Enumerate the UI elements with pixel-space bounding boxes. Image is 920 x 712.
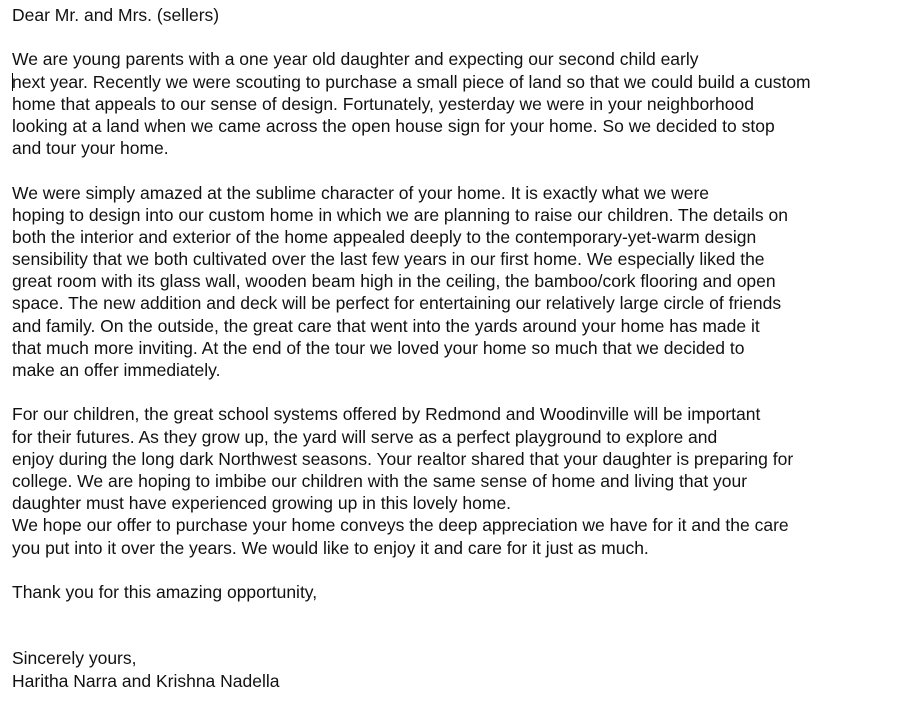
closing-line: Sincerely yours,	[12, 648, 137, 669]
paragraph-2-line-3: both the interior and exterior of the home appealed deeply to the contemporary-yet-warm design	[12, 226, 757, 247]
paragraph-1	[12, 48, 912, 159]
paragraph-2-line-9: make an offer immediately.	[12, 360, 221, 380]
letter-body[interactable]	[12, 4, 912, 692]
paragraph-3	[12, 403, 912, 514]
blank-line	[12, 159, 912, 181]
signature-line: Haritha Narra and Krishna Nadella	[12, 670, 280, 691]
blank-line	[12, 603, 912, 625]
paragraph-3-line-3: enjoy during the long dark Northwest seasons. Your realtor shared that your daughter is preparing for	[12, 448, 794, 469]
paragraph-1-line-2: next year. Recently we were scouting to purchase a small piece of land so that we could build a custom	[12, 71, 811, 92]
paragraph-2	[12, 182, 912, 382]
thanks-line: Thank you for this amazing opportunity,	[12, 581, 318, 602]
blank-line	[12, 559, 912, 581]
paragraph-2-line-6: space. The new addition and deck will be perfect for entertaining our relatively large circle of friends	[12, 293, 782, 314]
salutation: Dear Mr. and Mrs. (sellers)	[12, 5, 220, 25]
paragraph-2-line-2: hoping to design into our custom home in which we are planning to raise our children. The details on	[12, 204, 788, 225]
blank-line	[12, 26, 912, 48]
blank-line	[12, 625, 912, 647]
paragraph-2-line-5: great room with its glass wall, wooden beam high in the ceiling, the bamboo/cork flooring and open	[12, 271, 776, 292]
paragraph-1-line-1: We are young parents with a one year old daughter and expecting our second child early	[12, 49, 699, 70]
paragraph-2-line-7: and family. On the outside, the great care that went into the yards around your home has made it	[12, 315, 760, 336]
paragraph-3-line-4: college. We are hoping to imbibe our children with the same sense of home and living that your	[12, 470, 748, 491]
blank-line	[12, 381, 912, 403]
paragraph-1-line-3: home that appeals to our sense of design. Fortunately, yesterday we were in your neighborhood	[12, 93, 754, 114]
paragraph-4-line-1: We hope our offer to purchase your home conveys the deep appreciation we have for it and the care	[12, 515, 789, 536]
paragraph-3-line-1: For our children, the great school systems offered by Redmond and Woodinville will be important	[12, 404, 761, 425]
paragraph-4-line-2: you put into it over the years. We would like to enjoy it and care for it just as much.	[12, 537, 649, 558]
paragraph-1-line-4: looking at a land when we came across the open house sign for your home. So we decided to stop	[12, 115, 775, 136]
paragraph-2-line-4: sensibility that we both cultivated over the last few years in our first home. We especially liked the	[12, 249, 765, 270]
paragraph-4	[12, 514, 912, 558]
paragraph-1-line-5: and tour your home.	[12, 138, 169, 159]
paragraph-2-line-8: that much more inviting. At the end of the tour we loved your home so much that we decided to	[12, 337, 745, 358]
paragraph-1-line-2-with-caret	[12, 71, 912, 93]
paragraph-2-line-1: We were simply amazed at the sublime character of your home. It is exactly what we were	[12, 182, 710, 203]
paragraph-3-line-5: daughter must have experienced growing up in this lovely home.	[12, 493, 512, 514]
paragraph-3-line-2: for their futures. As they grow up, the yard will serve as a perfect playground to explore and	[12, 426, 718, 447]
